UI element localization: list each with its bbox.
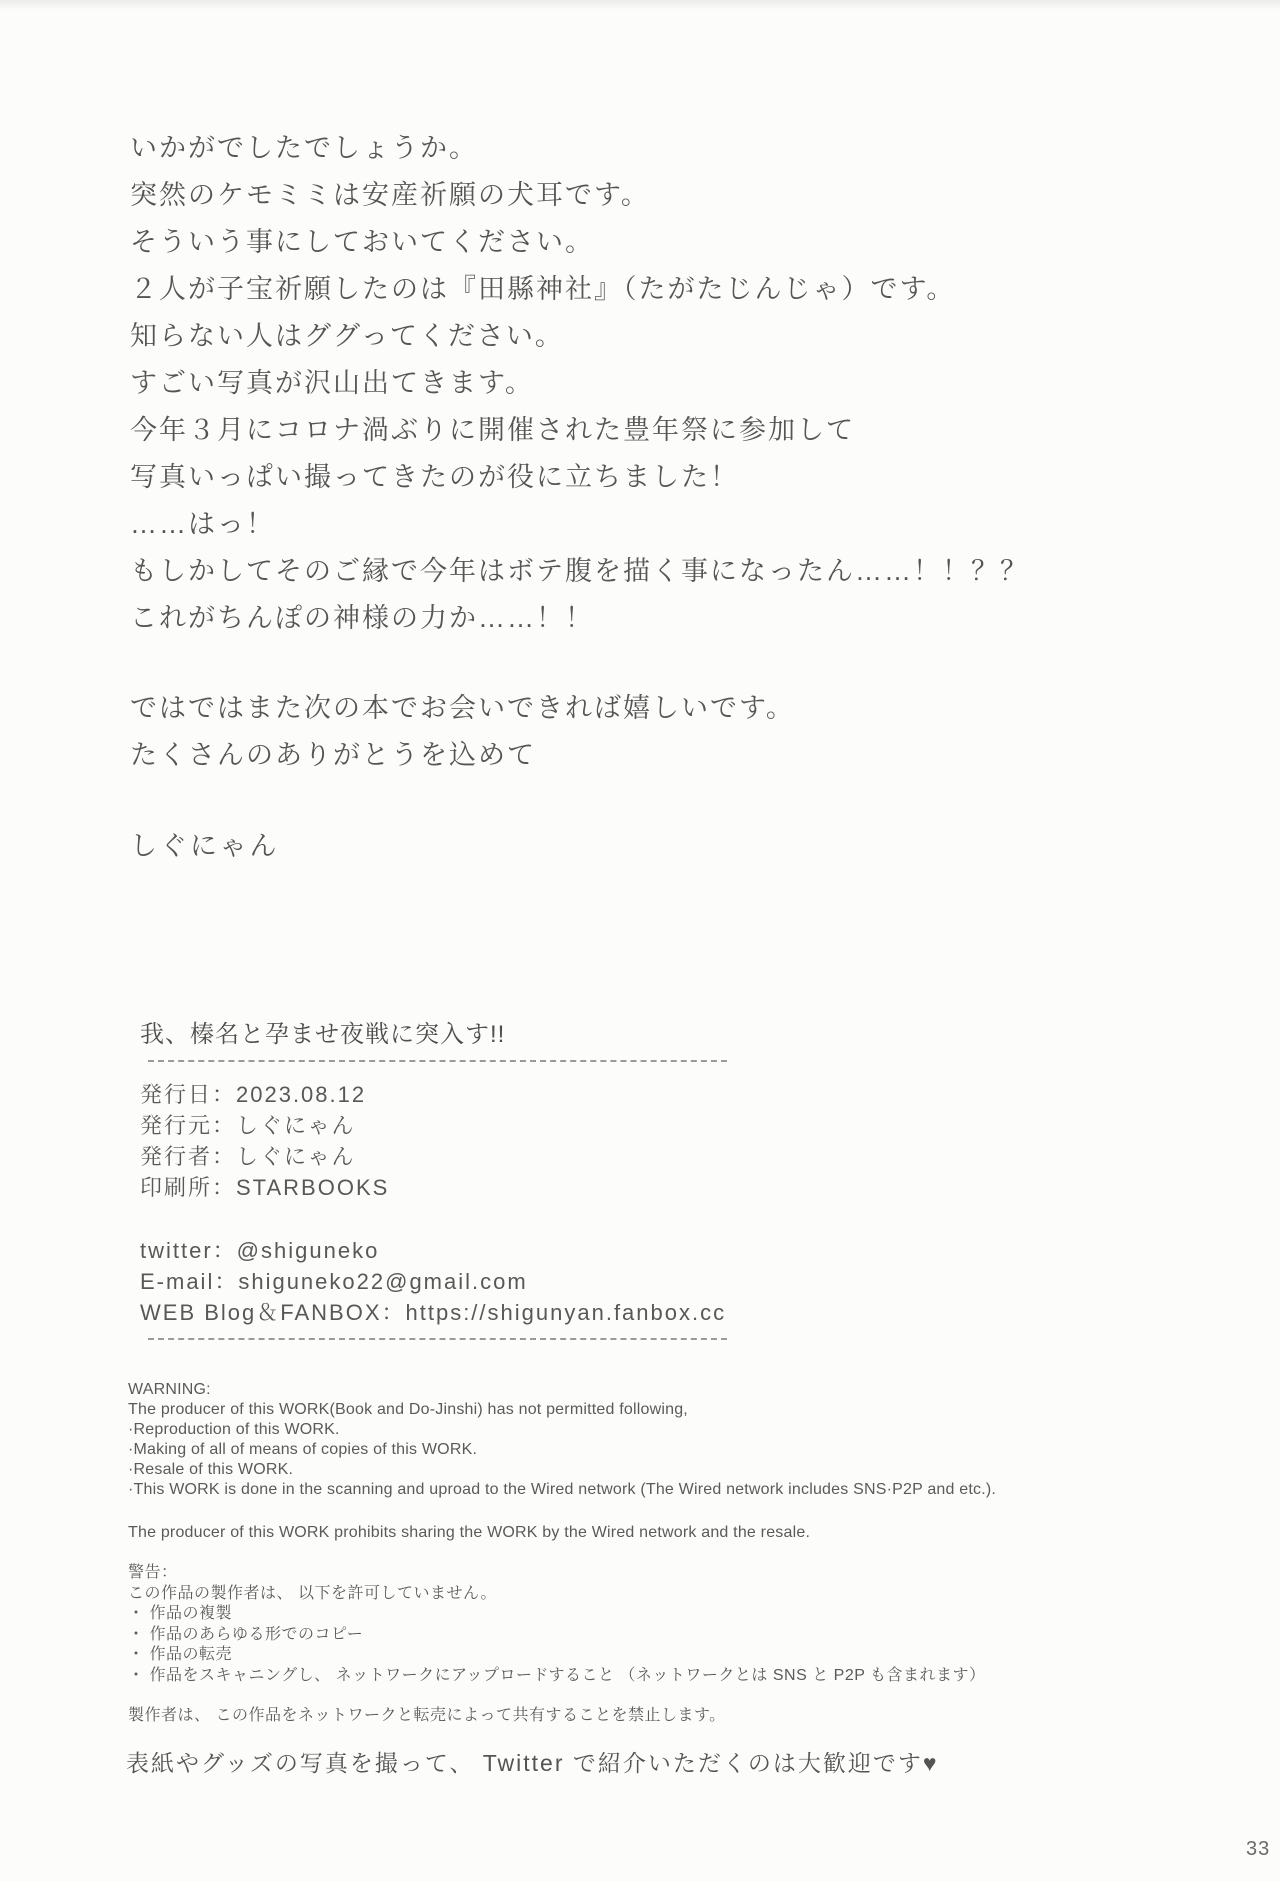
divider	[148, 1338, 727, 1340]
scan-edge	[0, 0, 1280, 10]
afterword-line: もしかしてそのご縁で今年はボテ腹を描く事になったん……！！？？	[130, 556, 1029, 586]
afterword-line: そういう事にしておいてください。	[130, 227, 594, 257]
afterword-body	[130, 125, 1180, 642]
publication-date: 発行日：2023.08.12	[140, 1082, 367, 1107]
page-number: 33	[1246, 1838, 1271, 1860]
printer: 印刷所：STARBOOKS	[140, 1175, 390, 1200]
warning-item: ·Resale of this WORK.	[128, 1461, 294, 1478]
fanbox-url: WEB Blog＆FANBOX：https://shigunyan.fanbox.cc	[140, 1300, 727, 1325]
warning-japanese	[128, 1563, 1228, 1727]
publisher: 発行元：しぐにゃん	[140, 1113, 356, 1138]
book-title: 我、榛名と孕ませ夜戦に突入す!!	[140, 1021, 506, 1048]
divider	[148, 1060, 727, 1062]
warning-intro: The producer of this WORK(Book and Do-Jinshi) has not permitted following,	[128, 1401, 688, 1418]
footer-note: 表紙やグッズの写真を撮って、 Twitter で紹介いただくのは大歓迎です♥	[126, 1750, 939, 1776]
warning-item: ・ 作品をスキャニングし、 ネットワークにアップロードすること （ネットワークとは SNS と P2P も含まれます）	[128, 1666, 986, 1684]
issuer: 発行者：しぐにゃん	[140, 1144, 356, 1169]
afterword-line: これがちんぽの神様の力か……！！	[130, 603, 594, 633]
warning-heading: 警告：	[128, 1564, 178, 1581]
afterword-line: ではではまた次の本でお会いできれば嬉しいです。	[130, 693, 795, 723]
warning-item: ·This WORK is done in the scanning and uproad to the Wired network (The Wired network includes SNS·P2P and etc.).	[128, 1481, 997, 1498]
afterword-closing	[130, 685, 1180, 779]
warning-english	[128, 1380, 1228, 1543]
warning-footer: The producer of this WORK prohibits sharing the WORK by the Wired network and the resale.	[128, 1524, 811, 1541]
afterword-line: いかがでしたでしょうか。	[130, 133, 478, 163]
afterword-line: ……はっ！	[130, 509, 275, 539]
email-address: E-mail：shiguneko22@gmail.com	[140, 1269, 528, 1294]
author-signature: しぐにゃん	[130, 831, 280, 861]
afterword-line: 知らない人はググってください。	[130, 321, 564, 351]
afterword-line: 今年３月にコロナ渦ぶりに開催された豊年祭に参加して	[130, 415, 855, 445]
twitter-handle: twitter：@shiguneko	[140, 1238, 380, 1263]
warning-heading: WARNING:	[128, 1381, 211, 1398]
afterword-line: ２人が子宝祈願したのは『田縣神社』（たがたじんじゃ）です。	[130, 274, 956, 304]
warning-item: ・ 作品のあらゆる形でのコピー	[128, 1625, 364, 1643]
afterword-line: すごい写真が沢山出てきます。	[130, 368, 534, 398]
warning-item: ·Reproduction of this WORK.	[128, 1421, 340, 1438]
warning-item: ・ 作品の複製	[128, 1605, 232, 1622]
publication-info	[140, 1079, 389, 1203]
afterword-line: たくさんのありがとうを込めて	[130, 740, 536, 770]
warning-intro: この作品の製作者は、 以下を許可していません。	[128, 1584, 497, 1602]
warning-item: ・ 作品の転売	[128, 1646, 232, 1663]
afterword-line: 突然のケモミミは安産祈願の犬耳です。	[130, 180, 650, 210]
warning-item: ·Making of all of means of copies of this WORK.	[128, 1441, 478, 1458]
warning-footer: 製作者は、 この作品をネットワークと転売によって共有することを禁止します。	[128, 1707, 726, 1724]
afterword-line: 写真いっぱい撮ってきたのが役に立ちました！	[130, 462, 739, 492]
contact-info	[140, 1235, 726, 1328]
